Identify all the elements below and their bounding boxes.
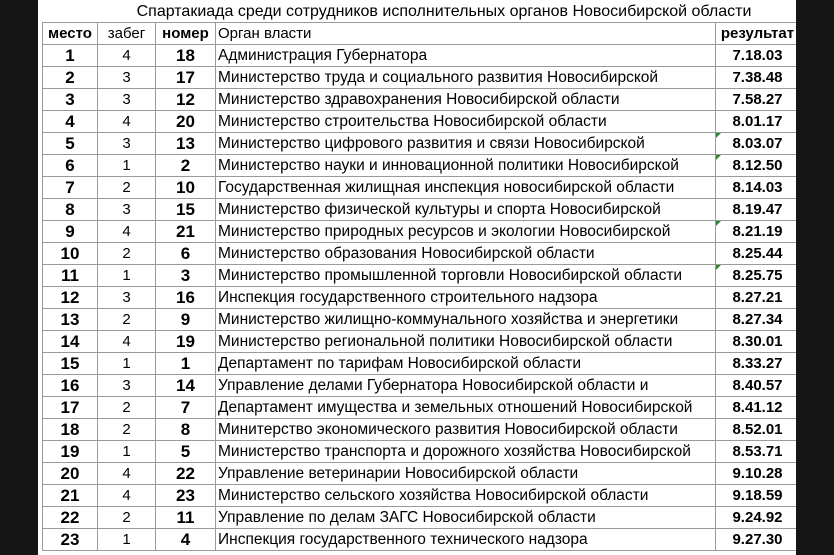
org-cell[interactable]: Министерство сельского хозяйства Новосибирской области xyxy=(216,485,716,507)
result-cell[interactable]: 8.53.71 xyxy=(716,441,797,463)
table-row xyxy=(43,375,797,397)
heat-cell[interactable]: 1 xyxy=(98,265,156,287)
org-cell[interactable]: Инспекция государственного строительного надзора xyxy=(216,287,716,309)
result-cell[interactable]: 9.27.30 xyxy=(716,529,797,551)
table-row xyxy=(43,199,797,221)
number-cell[interactable]: 4 xyxy=(156,529,216,551)
org-cell[interactable]: Государственная жилищная инспекция новосибирской области xyxy=(216,177,716,199)
result-cell[interactable] xyxy=(716,265,797,287)
place-cell[interactable]: 14 xyxy=(43,331,98,353)
result-cell[interactable]: 8.33.27 xyxy=(716,353,797,375)
heat-cell[interactable]: 4 xyxy=(98,45,156,67)
heat-cell[interactable]: 4 xyxy=(98,221,156,243)
result-cell[interactable] xyxy=(716,155,797,177)
number-cell[interactable]: 7 xyxy=(156,397,216,419)
result-value: 8.25.75 xyxy=(732,267,783,284)
place-cell[interactable]: 3 xyxy=(43,89,98,111)
heat-cell[interactable]: 4 xyxy=(98,485,156,507)
result-cell[interactable]: 8.27.21 xyxy=(716,287,797,309)
comment-indicator-icon xyxy=(716,155,721,160)
number-cell[interactable]: 1 xyxy=(156,353,216,375)
number-cell[interactable]: 17 xyxy=(156,67,216,89)
spreadsheet xyxy=(38,0,796,555)
org-cell[interactable]: Министерство жилищно-коммунального хозяйства и энергетики xyxy=(216,309,716,331)
heat-cell[interactable]: 4 xyxy=(98,463,156,485)
table-row xyxy=(43,89,797,111)
result-cell[interactable]: 8.19.47 xyxy=(716,199,797,221)
header-org[interactable]: Орган власти xyxy=(216,23,716,45)
table-row xyxy=(43,485,797,507)
org-cell[interactable]: Министерство здравохранения Новосибирской области xyxy=(216,89,716,111)
number-cell[interactable]: 22 xyxy=(156,463,216,485)
place-cell[interactable]: 17 xyxy=(43,397,98,419)
org-cell[interactable]: Министерство цифрового развития и связи Новосибирской xyxy=(216,133,716,155)
heat-cell[interactable]: 3 xyxy=(98,89,156,111)
place-cell[interactable]: 19 xyxy=(43,441,98,463)
result-cell[interactable]: 9.18.59 xyxy=(716,485,797,507)
table-row xyxy=(43,221,797,243)
heat-cell[interactable]: 1 xyxy=(98,155,156,177)
result-value: 8.21.19 xyxy=(732,223,783,240)
result-cell[interactable]: 7.58.27 xyxy=(716,89,797,111)
table-row xyxy=(43,463,797,485)
number-cell[interactable]: 8 xyxy=(156,419,216,441)
heat-cell[interactable]: 4 xyxy=(98,111,156,133)
heat-cell[interactable]: 2 xyxy=(98,177,156,199)
sheet-title: Спартакиада среди сотрудников исполнительных органов Новосибирской области xyxy=(136,3,752,20)
place-cell[interactable]: 21 xyxy=(43,485,98,507)
table-row xyxy=(43,507,797,529)
table-row xyxy=(43,45,797,67)
result-cell[interactable]: 9.10.28 xyxy=(716,463,797,485)
result-cell[interactable] xyxy=(716,221,797,243)
place-cell[interactable]: 16 xyxy=(43,375,98,397)
number-cell[interactable]: 3 xyxy=(156,265,216,287)
org-cell[interactable]: Министерство строительства Новосибирской области xyxy=(216,111,716,133)
table-row xyxy=(43,397,797,419)
number-cell[interactable]: 10 xyxy=(156,177,216,199)
result-cell[interactable]: 8.27.34 xyxy=(716,309,797,331)
heat-cell[interactable]: 1 xyxy=(98,529,156,551)
result-value: 8.12.50 xyxy=(732,157,783,174)
result-cell[interactable]: 9.24.92 xyxy=(716,507,797,529)
results-table-body xyxy=(43,23,797,551)
number-cell[interactable]: 13 xyxy=(156,133,216,155)
place-cell[interactable]: 23 xyxy=(43,529,98,551)
table-row xyxy=(43,67,797,89)
place-cell[interactable]: 9 xyxy=(43,221,98,243)
number-cell[interactable]: 21 xyxy=(156,221,216,243)
result-cell[interactable]: 8.01.17 xyxy=(716,111,797,133)
place-cell[interactable]: 18 xyxy=(43,419,98,441)
result-cell[interactable]: 8.41.12 xyxy=(716,397,797,419)
header-place[interactable]: место xyxy=(43,23,98,45)
number-cell[interactable]: 2 xyxy=(156,155,216,177)
table-row xyxy=(43,111,797,133)
place-cell[interactable]: 22 xyxy=(43,507,98,529)
place-cell[interactable]: 11 xyxy=(43,265,98,287)
place-cell[interactable]: 12 xyxy=(43,287,98,309)
org-cell[interactable]: Управление делами Губернатора Новосибирской области и xyxy=(216,375,716,397)
table-row xyxy=(43,529,797,551)
table-row xyxy=(43,133,797,155)
number-cell[interactable]: 14 xyxy=(156,375,216,397)
heat-cell[interactable]: 4 xyxy=(98,331,156,353)
table-row xyxy=(43,309,797,331)
number-cell[interactable]: 16 xyxy=(156,287,216,309)
result-cell[interactable]: 8.25.44 xyxy=(716,243,797,265)
number-cell[interactable]: 6 xyxy=(156,243,216,265)
heat-cell[interactable]: 2 xyxy=(98,419,156,441)
org-cell[interactable]: Министерство транспорта и дорожного хозяйства Новосибирской xyxy=(216,441,716,463)
heat-cell[interactable]: 2 xyxy=(98,243,156,265)
org-cell[interactable]: Министерство физической культуры и спорта Новосибирской xyxy=(216,199,716,221)
org-cell[interactable]: Администрация Губернатора xyxy=(216,45,716,67)
number-cell[interactable]: 23 xyxy=(156,485,216,507)
org-cell[interactable]: Департамент имущества и земельных отношений Новосибирской xyxy=(216,397,716,419)
result-cell[interactable]: 8.40.57 xyxy=(716,375,797,397)
place-cell[interactable]: 5 xyxy=(43,133,98,155)
comment-indicator-icon xyxy=(716,133,721,138)
place-cell[interactable]: 1 xyxy=(43,45,98,67)
org-cell[interactable]: Министерство промышленной торговли Новосибирской области xyxy=(216,265,716,287)
org-cell[interactable]: Управление ветеринарии Новосибирской области xyxy=(216,463,716,485)
result-cell[interactable]: 8.14.03 xyxy=(716,177,797,199)
comment-indicator-icon xyxy=(716,265,721,270)
number-cell[interactable]: 20 xyxy=(156,111,216,133)
place-cell[interactable]: 15 xyxy=(43,353,98,375)
heat-cell[interactable]: 2 xyxy=(98,397,156,419)
number-cell[interactable]: 18 xyxy=(156,45,216,67)
table-row xyxy=(43,441,797,463)
heat-cell[interactable]: 2 xyxy=(98,309,156,331)
place-cell[interactable]: 2 xyxy=(43,67,98,89)
place-cell[interactable]: 13 xyxy=(43,309,98,331)
org-cell[interactable]: Минитерство экономического развития Новосибирской области xyxy=(216,419,716,441)
heat-cell[interactable]: 1 xyxy=(98,353,156,375)
results-table xyxy=(42,22,796,551)
heat-cell[interactable]: 1 xyxy=(98,441,156,463)
place-cell[interactable]: 20 xyxy=(43,463,98,485)
table-row xyxy=(43,287,797,309)
org-cell[interactable]: Министерство образования Новосибирской области xyxy=(216,243,716,265)
heat-cell[interactable]: 3 xyxy=(98,133,156,155)
table-row xyxy=(43,265,797,287)
org-cell[interactable]: Министерство науки и инновационной политики Новосибирской xyxy=(216,155,716,177)
result-cell[interactable]: 8.52.01 xyxy=(716,419,797,441)
number-cell[interactable]: 12 xyxy=(156,89,216,111)
table-header-row xyxy=(43,23,797,45)
number-cell[interactable]: 11 xyxy=(156,507,216,529)
place-cell[interactable]: 7 xyxy=(43,177,98,199)
comment-indicator-icon xyxy=(716,221,721,226)
result-cell[interactable]: 7.38.48 xyxy=(716,67,797,89)
org-cell[interactable]: Инспекция государственного технического надзора xyxy=(216,529,716,551)
table-row xyxy=(43,419,797,441)
heat-cell[interactable]: 3 xyxy=(98,375,156,397)
table-row xyxy=(43,331,797,353)
org-cell[interactable]: Министерство труда и социального развития Новосибирской xyxy=(216,67,716,89)
heat-cell[interactable]: 3 xyxy=(98,287,156,309)
header-number[interactable]: номер xyxy=(156,23,216,45)
table-row xyxy=(43,353,797,375)
number-cell[interactable]: 15 xyxy=(156,199,216,221)
number-cell[interactable]: 9 xyxy=(156,309,216,331)
org-cell[interactable]: Департамент по тарифам Новосибирской области xyxy=(216,353,716,375)
header-heat[interactable]: забег xyxy=(98,23,156,45)
number-cell[interactable]: 5 xyxy=(156,441,216,463)
org-cell[interactable]: Министерство региональной политики Новосибирской области xyxy=(216,331,716,353)
result-cell[interactable]: 8.30.01 xyxy=(716,331,797,353)
heat-cell[interactable]: 3 xyxy=(98,67,156,89)
heat-cell[interactable]: 3 xyxy=(98,199,156,221)
place-cell[interactable]: 4 xyxy=(43,111,98,133)
result-value: 8.03.07 xyxy=(732,135,783,152)
place-cell[interactable]: 6 xyxy=(43,155,98,177)
org-cell[interactable]: Управление по делам ЗАГС Новосибирской области xyxy=(216,507,716,529)
table-row xyxy=(43,243,797,265)
place-cell[interactable]: 8 xyxy=(43,199,98,221)
table-row xyxy=(43,155,797,177)
heat-cell[interactable]: 2 xyxy=(98,507,156,529)
result-cell[interactable]: 7.18.03 xyxy=(716,45,797,67)
result-cell[interactable] xyxy=(716,133,797,155)
org-cell[interactable]: Министерство природных ресурсов и экологии Новосибирской xyxy=(216,221,716,243)
place-cell[interactable]: 10 xyxy=(43,243,98,265)
number-cell[interactable]: 19 xyxy=(156,331,216,353)
header-result[interactable]: результат xyxy=(716,23,797,45)
table-row xyxy=(43,177,797,199)
